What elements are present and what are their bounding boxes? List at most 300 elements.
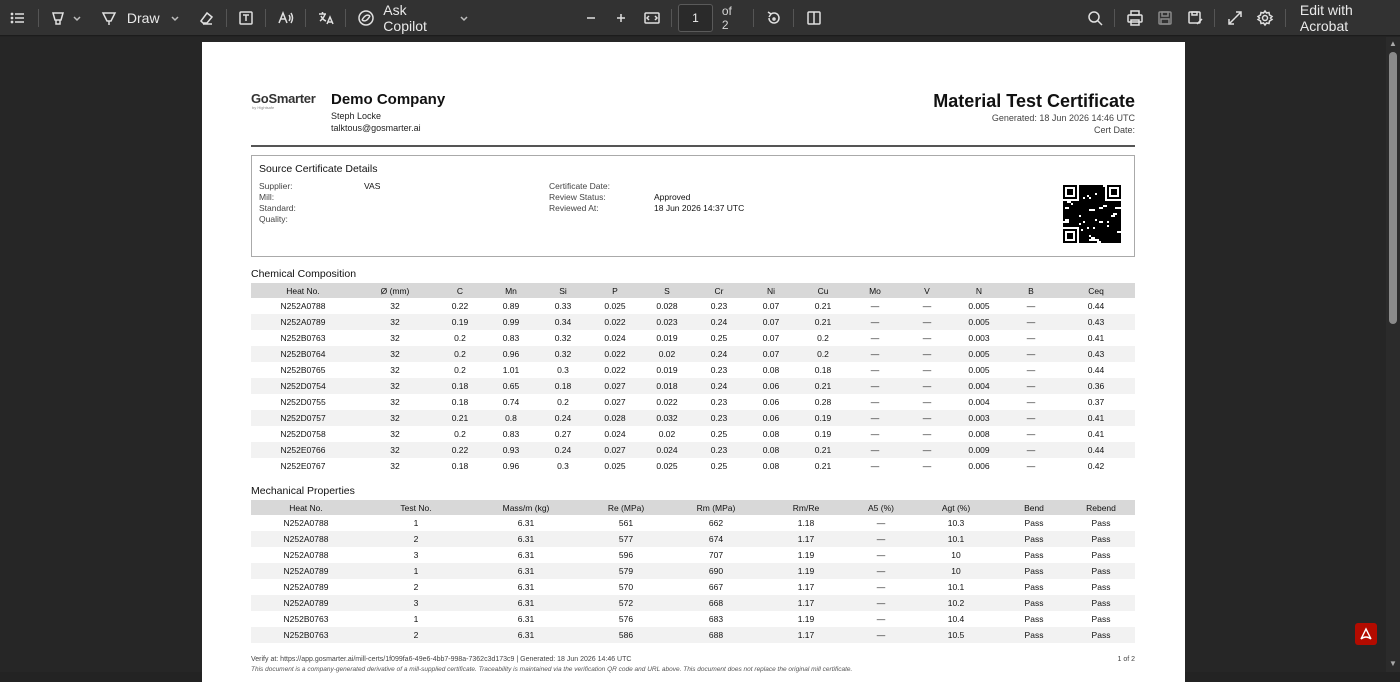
table-cell: 0.027 [589, 378, 641, 394]
table-cell: — [1005, 314, 1057, 330]
table-cell: 577 [581, 531, 671, 547]
column-header: Re (MPa) [581, 500, 671, 515]
table-cell: 0.18 [814, 365, 832, 375]
table-cell: 6.31 [471, 563, 581, 579]
table-cell: N252B0764 [251, 346, 355, 362]
table-cell: 0.18 [451, 461, 469, 471]
table-cell: N252B0765 [280, 365, 326, 375]
table-cell: Pass [1001, 563, 1067, 579]
table-cell: — [849, 346, 901, 362]
read-aloud-icon[interactable] [272, 4, 299, 32]
table-cell: 0.08 [762, 429, 780, 439]
table-cell: 0.02 [641, 346, 693, 362]
table-cell: 0.24 [537, 410, 589, 426]
table-cell: — [876, 550, 886, 560]
table-cell: 0.027 [589, 442, 641, 458]
edit-with-acrobat-button[interactable] [1292, 1, 1400, 34]
table-cell: 0.3 [557, 365, 569, 375]
table-cell: 0.023 [641, 314, 693, 330]
table-cell: 0.07 [745, 314, 797, 330]
table-cell: 0.23 [710, 397, 728, 407]
table-cell: — [876, 582, 886, 592]
column-header: Mo [849, 283, 901, 298]
table-cell: 0.65 [485, 378, 537, 394]
table-cell: N252B0763 [251, 627, 361, 643]
zoom-out-icon[interactable] [577, 4, 604, 32]
page-number-input[interactable]: 1 [678, 4, 713, 32]
logo-subtext: by Hightsafe [252, 105, 275, 110]
table-cell: 0.005 [953, 314, 1005, 330]
table-cell: 0.96 [485, 346, 537, 362]
contact-block [331, 110, 421, 134]
table-cell: 0.2 [817, 333, 829, 343]
table-cell: 0.23 [710, 365, 728, 375]
table-cell: 0.23 [710, 301, 728, 311]
table-cell: 0.004 [953, 378, 1005, 394]
table-cell: Pass [1067, 627, 1135, 643]
table-row [251, 547, 1135, 563]
ask-copilot-label: Ask Copilot [383, 1, 427, 34]
table-cell: — [870, 333, 880, 343]
table-cell: 32 [390, 365, 400, 375]
table-cell: 1.17 [797, 582, 815, 592]
table-cell: N252E0766 [251, 442, 355, 458]
table-cell: 10 [951, 550, 961, 560]
table-cell: — [901, 314, 953, 330]
document-viewport[interactable] [0, 37, 1400, 672]
column-header: Heat No. [251, 283, 355, 298]
table-cell: Pass [1067, 531, 1135, 547]
table-cell: 0.2 [454, 365, 466, 375]
table-cell: 32 [355, 314, 435, 330]
table-cell: 0.024 [604, 333, 626, 343]
table-cell: 0.006 [968, 461, 990, 471]
table-cell: 32 [355, 442, 435, 458]
table-cell: — [922, 461, 932, 471]
table-cell: 0.2 [435, 346, 485, 362]
source-certificate-title: Source Certificate Details [259, 163, 378, 175]
table-cell: 0.22 [435, 442, 485, 458]
highlight-icon[interactable] [45, 4, 72, 32]
column-header: Heat No. [251, 500, 361, 515]
table-cell: 0.21 [814, 301, 832, 311]
table-cell: Pass [1024, 550, 1044, 560]
table-cell: — [922, 365, 932, 375]
table-cell: 0.032 [641, 410, 693, 426]
draw-dropdown-chevron-icon[interactable] [170, 4, 180, 32]
table-row [251, 563, 1135, 579]
table-cell: 0.18 [435, 378, 485, 394]
fit-page-icon[interactable] [638, 4, 665, 32]
table-cell: 0.32 [554, 333, 572, 343]
table-cell: 0.06 [762, 397, 780, 407]
table-row [251, 611, 1135, 627]
table-row [251, 627, 1135, 643]
standard-label: Standard: [259, 203, 296, 213]
column-header: N [953, 283, 1005, 298]
table-row [251, 378, 1135, 394]
table-cell: 3 [361, 595, 471, 611]
table-cell: — [851, 627, 911, 643]
table-cell: 0.21 [814, 461, 832, 471]
table-cell: 0.2 [454, 333, 466, 343]
table-cell: 6.31 [517, 550, 535, 560]
table-cell: 0.36 [1057, 378, 1135, 394]
table-cell: — [1005, 410, 1057, 426]
quality-label: Quality: [259, 214, 288, 224]
table-cell: 0.25 [710, 461, 728, 471]
table-cell: 6.31 [471, 627, 581, 643]
table-cell: 561 [618, 518, 634, 528]
table-cell: — [901, 410, 953, 426]
column-header: Bend [1001, 500, 1067, 515]
translate-icon[interactable] [312, 4, 339, 32]
reviewed-at-label: Reviewed At: [549, 203, 599, 213]
table-cell: Pass [1001, 595, 1067, 611]
column-header: B [1005, 283, 1057, 298]
table-cell: 0.008 [968, 429, 990, 439]
table-cell: 0.08 [762, 365, 780, 375]
table-cell: Pass [1091, 550, 1111, 560]
mechanical-properties-table [251, 500, 1135, 643]
table-cell: 1.19 [797, 550, 815, 560]
column-header: A5 (%) [851, 500, 911, 515]
contact-name: Steph Locke [331, 111, 382, 121]
chemical-composition-title: Chemical Composition [251, 268, 357, 280]
table-cell: N252A0789 [251, 314, 355, 330]
table-cell: 0.19 [797, 410, 849, 426]
table-cell: 1.17 [761, 627, 851, 643]
table-cell: Pass [1091, 614, 1111, 624]
table-cell: 0.022 [589, 346, 641, 362]
table-cell: 0.2 [557, 397, 569, 407]
table-cell: 707 [708, 550, 724, 560]
table-cell: N252A0788 [283, 518, 329, 528]
table-cell: 10 [911, 563, 1001, 579]
table-cell: Pass [1091, 582, 1111, 592]
table-cell: 10.1 [911, 531, 1001, 547]
table-cell: 0.43 [1057, 346, 1135, 362]
table-cell: 0.32 [537, 346, 589, 362]
table-header-row [251, 500, 1135, 515]
table-cell: 0.06 [745, 378, 797, 394]
table-cell: N252B0763 [280, 333, 326, 343]
table-cell: 10.5 [911, 627, 1001, 643]
table-cell: 2 [361, 531, 471, 547]
print-icon[interactable] [1121, 4, 1148, 32]
table-cell: 32 [390, 397, 400, 407]
table-cell: 0.74 [502, 397, 520, 407]
table-cell: 0.004 [968, 397, 990, 407]
table-cell: 0.37 [1087, 397, 1105, 407]
table-cell: 0.28 [814, 397, 832, 407]
table-cell: 6.31 [517, 582, 535, 592]
table-cell: — [876, 518, 886, 528]
table-cell: Pass [1001, 627, 1067, 643]
table-row [251, 531, 1135, 547]
table-cell: 0.005 [968, 301, 990, 311]
column-header: Si [537, 283, 589, 298]
scroll-up-arrow-icon[interactable]: ▲ [1389, 39, 1397, 48]
table-cell: — [922, 301, 932, 311]
table-cell: N252D0757 [251, 410, 355, 426]
chemical-composition-table [251, 283, 1135, 474]
menu-icon[interactable] [5, 4, 32, 32]
table-cell: 0.08 [762, 461, 780, 471]
column-header: Mn [485, 283, 537, 298]
table-row [251, 362, 1135, 378]
table-cell: — [1026, 461, 1036, 471]
table-cell: Pass [1024, 614, 1044, 624]
table-cell: — [849, 378, 901, 394]
table-cell: — [922, 333, 932, 343]
draw-button[interactable] [95, 4, 160, 32]
table-cell: 1.18 [797, 518, 815, 528]
table-cell: N252B0763 [283, 614, 329, 624]
table-cell: 0.41 [1087, 429, 1105, 439]
table-cell: 0.21 [797, 314, 849, 330]
table-cell: 0.019 [656, 365, 678, 375]
table-cell: 0.024 [641, 442, 693, 458]
table-cell: 0.005 [968, 365, 990, 375]
table-cell: — [876, 614, 886, 624]
table-cell: 0.43 [1057, 314, 1135, 330]
column-header: C [435, 283, 485, 298]
table-cell: — [901, 346, 953, 362]
table-cell: 0.028 [589, 410, 641, 426]
company-name: Demo Company [331, 91, 446, 108]
table-cell: 576 [618, 614, 634, 624]
table-row [251, 458, 1135, 474]
table-cell: 0.44 [1057, 442, 1135, 458]
table-cell: 0.21 [797, 378, 849, 394]
table-cell: 0.19 [435, 314, 485, 330]
table-row [251, 515, 1135, 531]
table-cell: — [851, 595, 911, 611]
table-cell: N252A0789 [251, 595, 361, 611]
acrobat-icon[interactable] [1355, 623, 1377, 645]
scrollbar-thumb[interactable] [1389, 52, 1397, 324]
search-icon[interactable] [1081, 4, 1108, 32]
table-cell: Pass [1067, 595, 1135, 611]
table-cell: 667 [708, 582, 724, 592]
scroll-down-arrow-icon[interactable]: ▼ [1389, 659, 1397, 668]
footer-verify-link[interactable]: Verify at: https://app.gosmarter.ai/mill-certs/1f099fa6-49e6-4bb7-998a-7362c3d173c9 | Generated: 18 Jun 2026 14:46 UTC [251, 656, 632, 663]
table-cell: N252D0755 [280, 397, 326, 407]
highlight-dropdown-chevron-icon[interactable] [72, 4, 82, 32]
table-cell: 0.83 [502, 333, 520, 343]
table-cell: 0.24 [693, 378, 745, 394]
column-header: S [641, 283, 693, 298]
table-cell: 0.018 [641, 378, 693, 394]
table-cell: 3 [413, 550, 419, 560]
table-cell: 32 [355, 410, 435, 426]
table-cell: N252A0788 [251, 531, 361, 547]
pdf-page [202, 42, 1185, 682]
column-header: Rebend [1067, 500, 1135, 515]
column-header: Ni [745, 283, 797, 298]
table-cell: 0.02 [658, 429, 676, 439]
review-status-value: Approved [654, 192, 691, 202]
page-count-label: of 2 [721, 3, 732, 32]
certificate-date-label: Certificate Date: [549, 181, 610, 191]
fullscreen-icon[interactable] [1221, 4, 1248, 32]
table-cell: 0.3 [557, 461, 569, 471]
table-cell: 0.07 [762, 301, 780, 311]
table-cell: 0.24 [693, 314, 745, 330]
table-row [251, 442, 1135, 458]
table-cell: 0.08 [745, 442, 797, 458]
column-header: Mass/m (kg) [471, 500, 581, 515]
table-cell: — [1026, 397, 1036, 407]
settings-icon[interactable] [1252, 4, 1279, 32]
table-cell: — [849, 314, 901, 330]
table-header-row [251, 283, 1135, 298]
table-cell: — [849, 410, 901, 426]
table-cell: 0.009 [953, 442, 1005, 458]
table-cell: 32 [390, 461, 400, 471]
column-header: Cr [693, 283, 745, 298]
table-cell: 0.99 [485, 314, 537, 330]
table-cell: 6.31 [471, 531, 581, 547]
table-cell: 10.4 [947, 614, 965, 624]
table-row [251, 314, 1135, 330]
table-cell: 586 [581, 627, 671, 643]
table-cell: 0.028 [656, 301, 678, 311]
column-header: Rm/Re [761, 500, 851, 515]
table-cell: Pass [1001, 531, 1067, 547]
table-cell: 0.42 [1087, 461, 1105, 471]
table-cell: 1.19 [761, 563, 851, 579]
table-cell: 0.2 [454, 429, 466, 439]
table-cell: N252E0767 [280, 461, 326, 471]
zoom-in-icon[interactable] [607, 4, 634, 32]
table-cell: 0.25 [710, 333, 728, 343]
table-cell: — [870, 397, 880, 407]
table-cell: 0.33 [554, 301, 572, 311]
table-cell: 690 [671, 563, 761, 579]
table-cell: 1.17 [761, 531, 851, 547]
table-cell: N252D0758 [280, 429, 326, 439]
table-cell: — [1026, 429, 1036, 439]
table-cell: — [849, 442, 901, 458]
table-cell: N252D0754 [251, 378, 355, 394]
reviewed-at-value: 18 Jun 2026 14:37 UTC [654, 203, 745, 213]
table-cell: 1.01 [502, 365, 520, 375]
copilot-dropdown-chevron-icon[interactable] [459, 4, 469, 32]
table-row [251, 579, 1135, 595]
table-cell: 10.2 [911, 595, 1001, 611]
contact-email: talktous@gosmarter.ai [331, 123, 421, 133]
table-cell: 0.027 [604, 397, 626, 407]
text-box-icon[interactable] [233, 4, 260, 32]
table-cell: 674 [671, 531, 761, 547]
cert-date: Cert Date: [1093, 125, 1135, 135]
table-cell: — [851, 531, 911, 547]
table-row [251, 346, 1135, 362]
table-cell: 0.19 [814, 429, 832, 439]
table-cell: 0.003 [968, 333, 990, 343]
footer-page-number: 1 of 2 [1117, 656, 1135, 663]
table-cell: 0.025 [656, 461, 678, 471]
table-cell: 0.25 [710, 429, 728, 439]
source-certificate-box [251, 155, 1135, 257]
table-cell: 0.89 [502, 301, 520, 311]
table-row [251, 426, 1135, 442]
table-cell: 0.18 [451, 397, 469, 407]
table-cell: 0.025 [604, 301, 626, 311]
table-cell: — [1005, 442, 1057, 458]
table-cell: Pass [1024, 582, 1044, 592]
mechanical-properties-title: Mechanical Properties [251, 485, 355, 497]
column-header: Agt (%) [911, 500, 1001, 515]
table-cell: 0.8 [485, 410, 537, 426]
ask-copilot-button[interactable] [352, 1, 451, 34]
table-cell: — [1026, 301, 1036, 311]
table-cell: 0.23 [693, 442, 745, 458]
rotate-icon[interactable] [760, 4, 787, 32]
table-cell: 6.31 [517, 518, 535, 528]
table-cell: N252A0788 [280, 301, 326, 311]
table-cell: 10.1 [947, 582, 965, 592]
table-cell: 32 [390, 333, 400, 343]
table-cell: 572 [581, 595, 671, 611]
table-row [251, 394, 1135, 410]
table-cell: — [870, 429, 880, 439]
eraser-icon[interactable] [193, 4, 220, 32]
column-header: Cu [797, 283, 849, 298]
table-cell: 1.19 [797, 614, 815, 624]
table-cell: 0.44 [1087, 365, 1105, 375]
table-cell: 0.21 [797, 442, 849, 458]
table-cell: 662 [708, 518, 724, 528]
table-row [251, 595, 1135, 611]
table-cell: Pass [1091, 518, 1111, 528]
footer-disclaimer: This document is a company-generated derivative of a mill-supplied certificate. Traceability is maintained via the verification QR code and URL above. This document does not replace the original mill certificate. [251, 666, 853, 673]
table-cell: 1 [413, 614, 419, 624]
table-cell: 0.2 [797, 346, 849, 362]
table-cell: 0.24 [693, 346, 745, 362]
table-cell: N252A0789 [251, 563, 361, 579]
table-cell: 683 [708, 614, 724, 624]
table-cell: Pass [1024, 518, 1044, 528]
table-cell: 0.24 [537, 442, 589, 458]
table-cell: — [901, 442, 953, 458]
table-cell: 0.22 [451, 301, 469, 311]
page-view-icon[interactable] [800, 4, 827, 32]
save-icon[interactable] [1151, 4, 1178, 32]
supplier-label: Supplier: [259, 181, 293, 191]
table-cell: — [1005, 346, 1057, 362]
table-cell: 668 [671, 595, 761, 611]
column-header: Ø (mm) [355, 283, 435, 298]
draw-icon [95, 4, 123, 32]
table-cell: 0.27 [554, 429, 572, 439]
table-cell: 596 [618, 550, 634, 560]
table-cell: 0.41 [1057, 410, 1135, 426]
table-cell: — [1005, 378, 1057, 394]
table-cell: 0.019 [656, 333, 678, 343]
table-cell: 32 [390, 429, 400, 439]
table-cell: 6.31 [517, 614, 535, 624]
header-divider [251, 145, 1135, 147]
table-cell: 1.17 [761, 595, 851, 611]
table-row [251, 330, 1135, 346]
table-cell: — [901, 378, 953, 394]
table-row [251, 298, 1135, 314]
save-as-icon[interactable] [1181, 4, 1208, 32]
table-cell: 0.003 [953, 410, 1005, 426]
